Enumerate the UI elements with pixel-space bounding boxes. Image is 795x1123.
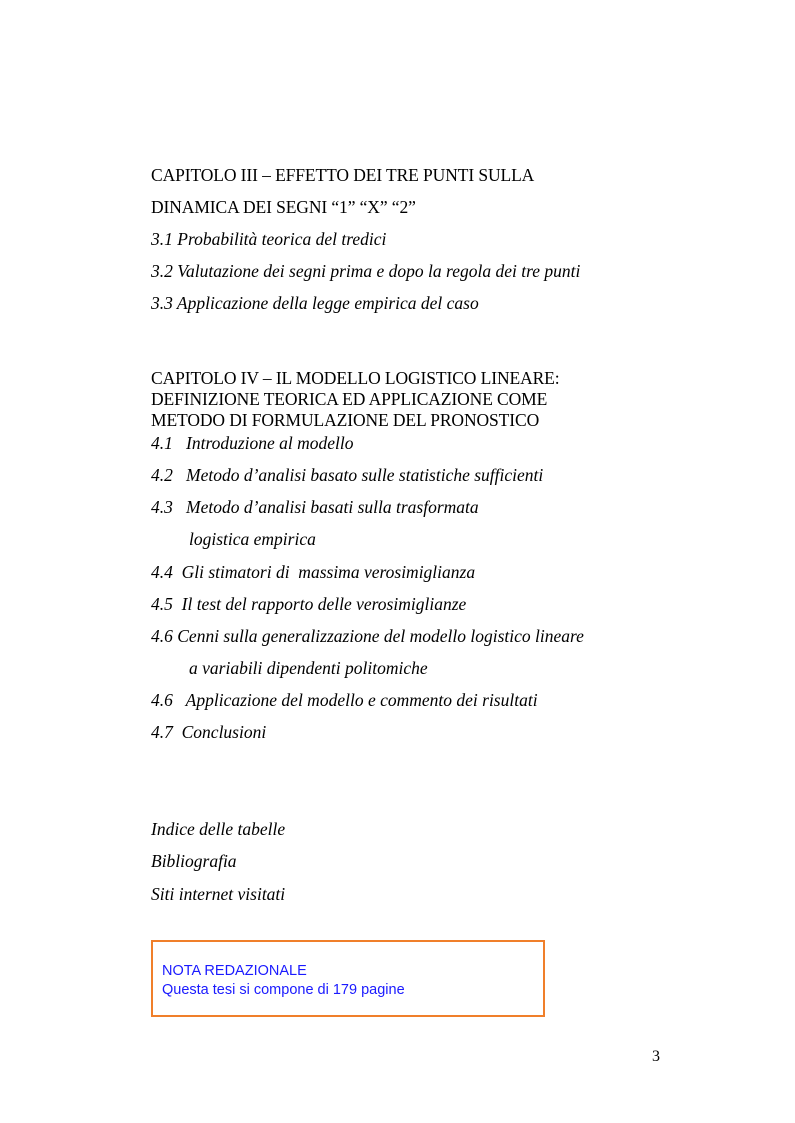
editorial-note-box xyxy=(151,940,545,1017)
toc-entry-3-1: 3.1 Probabilità teorica del tredici xyxy=(151,229,387,249)
toc-entry-websites: Siti internet visitati xyxy=(151,884,286,904)
toc-entry-4-6a-continued: a variabili dipendenti politomiche xyxy=(189,658,428,678)
toc-entry-tables-index: Indice delle tabelle xyxy=(151,819,286,839)
toc-entry-bibliography: Bibliografia xyxy=(151,851,237,871)
toc-entry-4-6b: 4.6 Applicazione del modello e commento dei risultati xyxy=(151,690,538,710)
toc-entry-4-5: 4.5 Il test del rapporto delle verosimiglianze xyxy=(151,594,467,614)
toc-entry-4-1: 4.1 Introduzione al modello xyxy=(151,433,354,453)
toc-entry-3-2: 3.2 Valutazione dei segni prima e dopo la regola dei tre punti xyxy=(151,261,581,281)
chapter4-title-line3: METODO DI FORMULAZIONE DEL PRONOSTICO xyxy=(151,410,540,430)
editorial-note-text: Questa tesi si compone di 179 pagine xyxy=(162,982,405,998)
editorial-note-title: NOTA REDAZIONALE xyxy=(162,963,307,979)
toc-entry-4-3-continued: logistica empirica xyxy=(189,529,316,549)
chapter3-title-line1: CAPITOLO III – EFFETTO DEI TRE PUNTI SULLA xyxy=(151,165,535,185)
toc-entry-4-2: 4.2 Metodo d’analisi basato sulle statistiche sufficienti xyxy=(151,465,544,485)
toc-entry-4-4: 4.4 Gli stimatori di massima verosimiglianza xyxy=(151,562,476,582)
chapter4-title-line2: DEFINIZIONE TEORICA ED APPLICAZIONE COME xyxy=(151,389,548,409)
page-number: 3 xyxy=(652,1048,660,1065)
toc-entry-3-3: 3.3 Applicazione della legge empirica del caso xyxy=(151,293,479,313)
toc-entry-4-3: 4.3 Metodo d’analisi basati sulla trasformata xyxy=(151,497,479,517)
toc-entry-4-6a: 4.6 Cenni sulla generalizzazione del modello logistico lineare xyxy=(151,626,584,646)
chapter4-title-line1: CAPITOLO IV – IL MODELLO LOGISTICO LINEARE: xyxy=(151,368,560,388)
chapter3-title-line2: DINAMICA DEI SEGNI “1” “X” “2” xyxy=(151,197,416,217)
toc-entry-4-7: 4.7 Conclusioni xyxy=(151,722,267,742)
